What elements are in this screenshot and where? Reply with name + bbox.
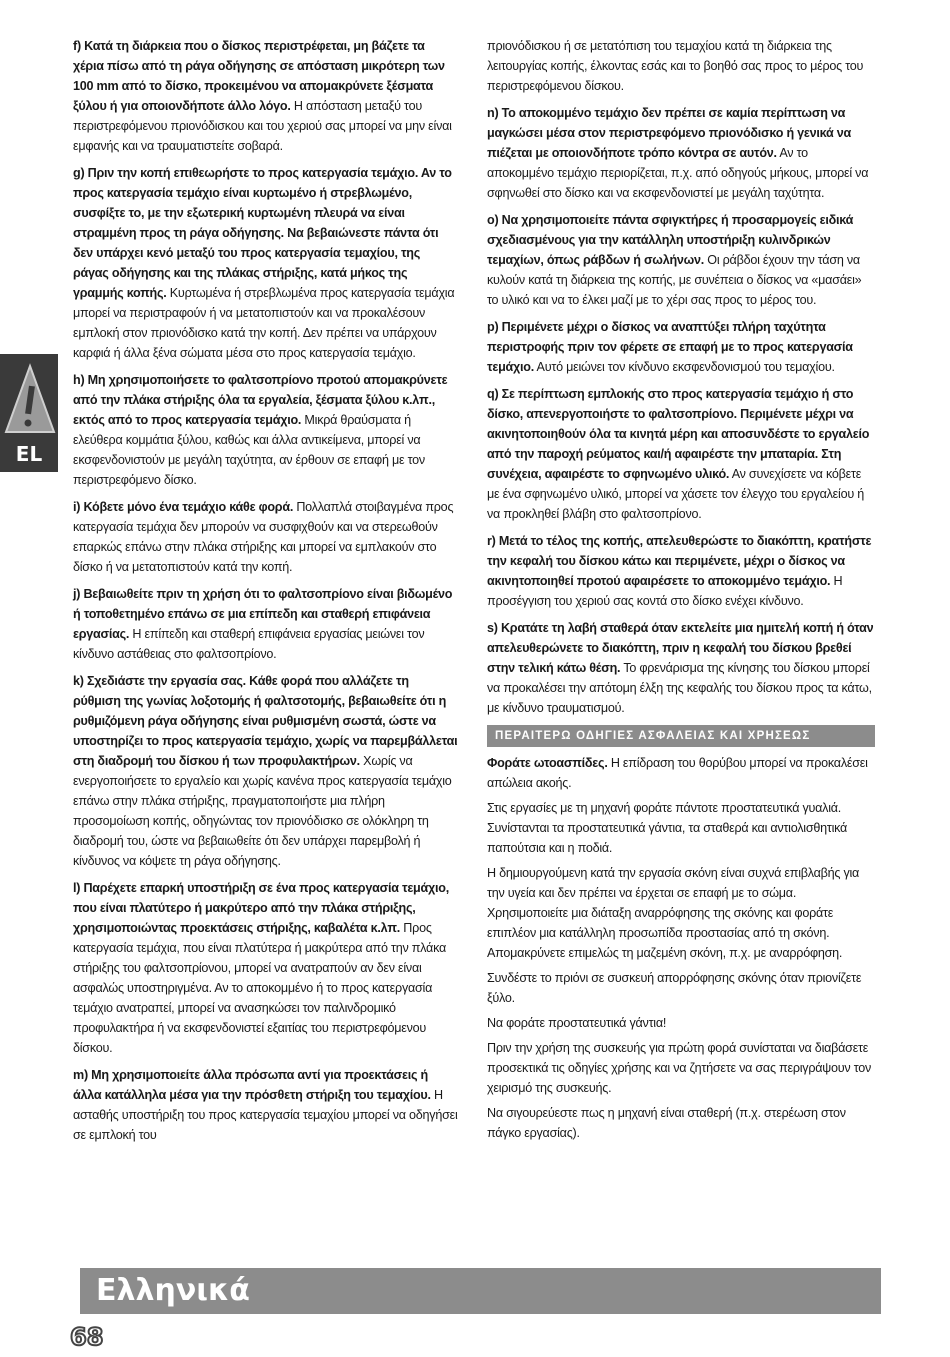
section-heading: ΠΕΡΑΙΤΕΡΩ ΟΔΗΓΙΕΣ ΑΣΦΑΛΕΙΑΣ ΚΑΙ ΧΡΗΣΕΩΣ [487, 725, 875, 747]
language-code-label: EL [15, 442, 43, 466]
item-body-text: πριονόδισκου ή σε μετατόπιση του τεμαχίου κατά τη διάρκεια της λειτουργίας κοπής, έλκοντας εσάς και το βοηθό σας προς το μέρος του περιστρεφόμενου δίσκου. [487, 39, 864, 93]
section-paragraph [487, 798, 875, 858]
safety-item-s [487, 618, 875, 718]
item-body-text: Στις εργασίες με τη μηχανή φοράτε πάντοτε προστατευτικά γυαλιά. Συνίστανται τα προστατευτικά γάντια, τα σταθερά και αντιολισθητικά παπούτσια και η ποδιά. [487, 801, 848, 855]
warning-icon [4, 362, 56, 436]
item-bold-text: o) Να χρησιμοποιείτε πάντα σφιγκτήρες ή προσαρμογείς ειδικά σχεδιασμένους για την κατάλληλη υποστήριξη κυλινδρικών τεμαχίων, όπως ράβδων ή σωλήνων. [487, 213, 854, 267]
item-body-text: Χωρίς να ενεργοποιήσετε το εργαλείο και χωρίς κανένα προς κατεργασία τεμάχιο επάνω στην πλάκα στήριξης, πραγματοποιήστε μια πλήρη προσομοίωση κοπής, οδηγώντας τον πριονόδισκο σε ολόκληρη τη διαδρομή του, ώστε να βεβαιωθείτε ότι δεν υπάρχει παρεμβολή ή κίνδυνος να κόψετε τη ράγα οδήγησης. [73, 754, 452, 868]
section-paragraph [487, 968, 875, 1008]
safety-item-i [73, 497, 458, 577]
safety-item-q [487, 384, 875, 524]
safety-item-m-continued [487, 36, 875, 96]
safety-item-f [73, 36, 458, 156]
safety-item-h [73, 370, 458, 490]
footer-language-bar [80, 1268, 881, 1314]
safety-item-n [487, 103, 875, 203]
item-bold-text: g) Πριν την κοπή επιθεωρήστε το προς κατεργασία τεμάχιο. Αν το προς κατεργασία τεμάχιο είναι κυρτωμένο ή στρεβλωμένο, συσφίξτε το, με την εξωτερική κυρτωμένη πλευρά να είναι στραμμένη προς τη ράγα οδήγησης. Να βεβαιώνεστε πάντα ότι δεν υπάρχει κενό μεταξύ του προς κατεργασία τεμαχίου, της ράγας οδήγησης και της πλάκας στήριξης, κατά μήκος της γραμμής κοπής. [73, 166, 452, 300]
item-body-text: Αυτό μειώνει τον κίνδυνο εκσφενδονισμού του τεμαχίου. [534, 360, 835, 374]
item-bold-text: j) Βεβαιωθείτε πριν τη χρήση ότι το φαλτσοπρίονο είναι βιδωμένο ή τοποθετημένο επάνω σε μια επίπεδη και σταθερή επιφάνεια εργασίας. [73, 587, 453, 641]
section-paragraph [487, 1013, 875, 1033]
item-body-text: Αν συνεχίσετε να κόβετε με ένα σφηνωμένο υλικό, μπορεί να χάσετε τον έλεγχο του εργαλείου ή να προκληθεί βλάβη στο φαλτσοπρίονο. [487, 467, 864, 521]
safety-item-k [73, 671, 458, 871]
item-body-text: Το φρενάρισμα της κίνησης του δίσκου μπορεί να προκαλέσει την απότομη έλξη της κεφαλής του δίσκου προς τα κάτω, με κίνδυνο τραυματισμού. [487, 661, 872, 715]
item-bold-text: Φοράτε ωτοασπίδες. [487, 756, 608, 770]
item-body-text: Η επίδραση του θορύβου μπορεί να προκαλέσει απώλεια ακοής. [487, 756, 868, 790]
item-bold-text: f) Κατά τη διάρκεια που ο δίσκος περιστρέφεται, μη βάζετε τα χέρια πίσω από τη ράγα οδήγησης σε απόσταση μικρότερη των 100 mm από το δίσκο, προκειμένου να απομακρύνετε ξέσματα ξύλου ή για οποιονδήποτε άλλο λόγο. [73, 39, 445, 113]
safety-item-o [487, 210, 875, 310]
item-body-text: Να σιγουρεύεστε πως η μηχανή είναι σταθερή (π.χ. στερέωση στον πάγκο εργασίας). [487, 1106, 846, 1140]
item-bold-text: k) Σχεδιάστε την εργασία σας. Κάθε φορά που αλλάζετε τη ρύθμιση της γωνίας λοξοτομής ή φαλτσοτομής, βεβαιωθείτε ότι η ρυθμιζόμενη ράγα οδήγησης είναι ρυθμισμένη σωστά, ώστε να υποστηρίζει το προς κατεργασία τεμάχιο, χωρίς να παρεμβάλλεται στη διαδρομή του δίσκου ή των προφυλακτήρων. [73, 674, 458, 768]
safety-item-p [487, 317, 875, 377]
language-side-tab [0, 354, 58, 472]
section-paragraph [487, 753, 875, 793]
item-body-text: Συνδέστε το πριόνι σε συσκευή απορρόφησης σκόνης όταν πριονίζετε ξύλο. [487, 971, 862, 1005]
section-paragraph [487, 863, 875, 963]
item-bold-text: n) Το αποκομμένο τεμάχιο δεν πρέπει σε καμία περίπτωση να μαγκώσει μέσα στον περιστρεφόμενο πριονόδισκο ή γενικά να πιέζεται με οποιονδήποτε τρόπο κόντρα σε αυτόν. [487, 106, 851, 160]
item-body-text: Η απόσταση μεταξύ του περιστρεφόμενου πριονόδισκου και του χεριού σας μπορεί να μην είναι εμφανής και να τραυματιστείτε σοβαρά. [73, 99, 452, 153]
item-bold-text: q) Σε περίπτωση εμπλοκής στο προς κατεργασία τεμάχιο ή στο δίσκο, απενεργοποιήστε το φαλτσοπρίονο. Περιμένετε μέχρι να ακινητοποιηθούν όλα τα κινητά μέρη και αποσυνδέστε το εργαλείο από την παροχή ρεύματος και/ή αφαιρέστε την μπαταρία. Στη συνέχεια, αφαιρέστε το σφηνωμένο υλικό. [487, 387, 870, 481]
item-bold-text: r) Μετά το τέλος της κοπής, απελευθερώστε το διακόπτη, κρατήστε την κεφαλή του δίσκου κάτω και περιμένετε, μέχρι ο δίσκος να ακινητοποιηθεί προτού αφαιρέσετε το αποκομμένο τεμάχιο. [487, 534, 872, 588]
item-body-text: Αν το αποκομμένο τεμάχιο περιορίζεται, π.χ. από οδηγούς μήκους, μπορεί να σφηνωθεί στο δίσκο και να εκσφενδονιστεί με μεγάλη ταχύτητα. [487, 146, 869, 200]
item-body-text: Η επίπεδη και σταθερή επιφάνεια εργασίας μειώνει τον κίνδυνο αστάθειας στο φαλτσοπρίονο. [73, 627, 425, 661]
item-body-text: Μικρά θραύσματα ή ελεύθερα κομμάτια ξύλου, καθώς και άλλα αντικείμενα, μπορεί να εκσφενδονιστούν με μεγάλη ταχύτητα, αν έρθουν σε επαφή με τον περιστρεφόμενο δίσκο. [73, 413, 425, 487]
safety-item-r [487, 531, 875, 611]
footer-language-title: Ελληνικά [96, 1273, 250, 1308]
item-body-text: Προς κατεργασία τεμάχια, που είναι πλατύτερα ή μακρύτερα από την πλάκα στήριξης του φαλτσοπρίονου, μπορεί να ανατραπούν αν δεν είναι ασφαλώς υποστηριγμένα. Αν το αποκομμένο ή το προς κατεργασία τεμάχιο ανατραπεί, μπορεί να ανασηκώσει τον παλινδρομικό προφυλακτήρα ή να εκσφενδονιστεί εξαιτίας του περιστρεφόμενου δίσκου. [73, 921, 446, 1055]
left-column [73, 36, 458, 1152]
item-bold-text: s) Κρατάτε τη λαβή σταθερά όταν εκτελείτε μια ημιτελή κοπή ή όταν απελευθερώνετε το διακόπτη, πριν η κεφαλή του δίσκου βρεθεί στην τελική κάτω θέση. [487, 621, 874, 675]
safety-item-g [73, 163, 458, 363]
item-body-text: Η δημιουργούμενη κατά την εργασία σκόνη είναι συχνά επιβλαβής για την υγεία και δεν πρέπει να έρχεται σε επαφή με το σώμα. Χρησιμοποιείτε μια διάταξη αναρρόφησης της σκόνης και φοράτε επιπλέον μια κατάλληλη προσωπίδα προστασίας από τη σκόνη. Απομακρύνετε επιμελώς τη μαζεμένη σκόνη, π.χ. με αναρρόφηση. [487, 866, 860, 960]
item-body-text: Οι ράβδοι έχουν την τάση να κυλούν κατά τη διάρκεια της κοπής, με συνέπεια ο δίσκος να «μασάει» το υλικό και να το έλκει μαζί με το χέρι σας προς το μέρος του. [487, 253, 862, 307]
item-bold-text: l) Παρέχετε επαρκή υποστήριξη σε ένα προς κατεργασία τεμάχιο, που είναι πλατύτερο ή μακρύτερο από την πλάκα στήριξης, χρησιμοποιώντας προεκτάσεις στήριξης, καβαλέτα κ.λπ. [73, 881, 449, 935]
item-bold-text: m) Μη χρησιμοποιείτε άλλα πρόσωπα αντί για προεκτάσεις ή άλλα κατάλληλα μέσα για την πρόσθετη στήριξη του τεμαχίου. [73, 1068, 431, 1102]
section-paragraph [487, 1103, 875, 1143]
page-number: 68 [70, 1323, 104, 1351]
item-body-text: Πριν την χρήση της συσκευής για πρώτη φορά συνίσταται να διαβάσετε προσεκτικά τις οδηγίες χρήσης και να ζητήσετε να σας περιγράψουν τον χειρισμό της συσκευής. [487, 1041, 872, 1095]
item-body-text: Η προσέγγιση του χεριού σας κοντά στο δίσκο ενέχει κίνδυνο. [487, 574, 843, 608]
safety-item-j [73, 584, 458, 664]
item-body-text: Να φοράτε προστατευτικά γάντια! [487, 1016, 667, 1030]
right-column [487, 36, 875, 1148]
safety-item-m [73, 1065, 458, 1145]
item-bold-text: h) Μη χρησιμοποιήσετε το φαλτσοπρίονο προτού απομακρύνετε από την πλάκα στήριξης όλα τα εργαλεία, ξέσματα ξύλου κ.λπ., εκτός από το προς κατεργασία τεμάχιο. [73, 373, 448, 427]
item-bold-text: i) Κόβετε μόνο ένα τεμάχιο κάθε φορά. [73, 500, 294, 514]
item-bold-text: p) Περιμένετε μέχρι ο δίσκος να αναπτύξει πλήρη ταχύτητα περιστροφής πριν τον φέρετε σε επαφή με το προς κατεργασία τεμάχιο. [487, 320, 853, 374]
section-paragraph [487, 1038, 875, 1098]
safety-item-l [73, 878, 458, 1058]
item-body-text: Η ασταθής υποστήριξη του προς κατεργασία τεμαχίου μπορεί να οδηγήσει σε εμπλοκή του [73, 1088, 458, 1142]
item-body-text: Κυρτωμένα ή στρεβλωμένα προς κατεργασία τεμάχια μπορεί να περιστραφούν ή να μετατοπιστούν και να προκαλέσουν εμπλοκή στον πριονόδισκο κατά την κοπή. Δεν πρέπει να υπάρχουν καρφιά ή άλλα ξένα σώματα μέσα στο προς κατεργασία τεμάχιο. [73, 286, 455, 360]
item-body-text: Πολλαπλά στοιβαγμένα προς κατεργασία τεμάχια δεν μπορούν να συσφιχθούν και να στερεωθούν επαρκώς επάνω στην πλάκα στήριξης και μπορεί να εμπλακούν στο δίσκο ή να μετατοπιστούν κατά την κοπή. [73, 500, 454, 574]
